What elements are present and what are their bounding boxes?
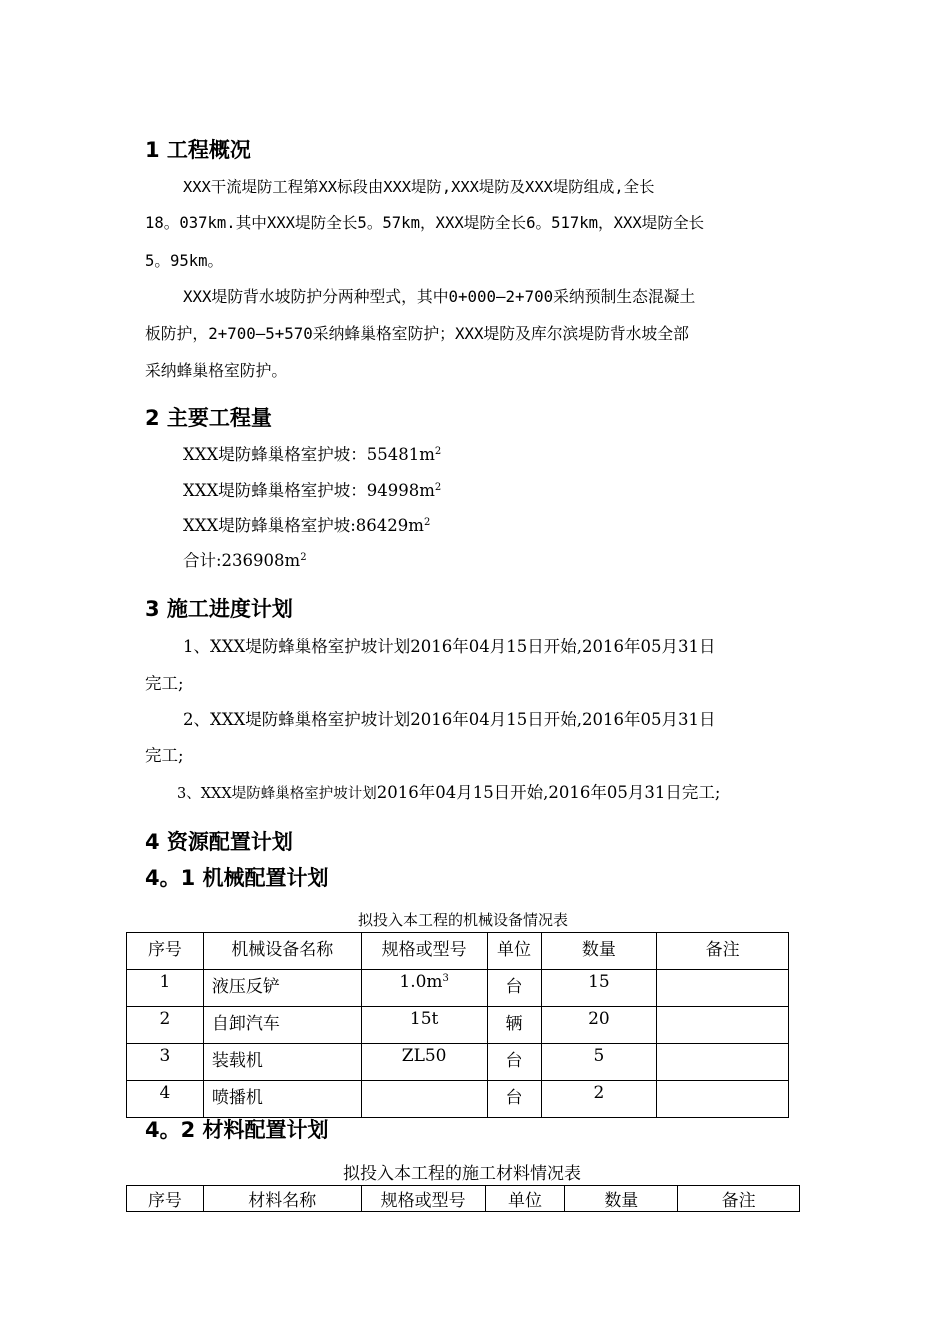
row-note: [657, 1081, 789, 1118]
material-table: [126, 1185, 800, 1212]
material-table-caption: 拟投入本工程的施工材料情况表: [343, 1164, 581, 1184]
row-unit: 台: [487, 1081, 541, 1118]
section-4-2-heading: 4。2 材料配置计划: [145, 1118, 329, 1142]
section-1-para-1-line-2: 18。037km.其中XXX堤防全长5。57km，XXX堤防全长6。517km，XXX堤防全长: [145, 214, 705, 232]
row-name: 喷播机: [203, 1081, 361, 1118]
row-qty: 20: [541, 1007, 657, 1044]
row-spec: $1.0m^3$: [361, 970, 487, 1007]
row-name: 自卸汽车: [203, 1007, 361, 1044]
table-row: [127, 1081, 789, 1118]
row-unit: 台: [487, 970, 541, 1007]
row-no: 3: [127, 1044, 204, 1081]
header-cell: 备注: [657, 933, 789, 970]
header-cell: 单位: [485, 1186, 565, 1212]
section-1-heading: 1 工程概况: [145, 138, 251, 162]
row-name: 液压反铲: [203, 970, 361, 1007]
schedule-item-3: 3、XXX堤防蜂巢格室护坡计划2016年04月15日开始,2016年05月31日完工;: [177, 783, 721, 802]
header-cell: 备注: [678, 1186, 800, 1212]
row-note: [657, 1044, 789, 1081]
row-qty: 5: [541, 1044, 657, 1081]
table-row: [127, 970, 789, 1007]
schedule-item-1-line-1: 1、XXX堤防蜂巢格室护坡计划2016年04月15日开始,2016年05月31日: [183, 637, 716, 656]
header-cell: 机械设备名称: [203, 933, 361, 970]
material-table-header: [127, 1186, 800, 1212]
quantity-total: 合计$:236908m^2$: [183, 551, 307, 570]
section-4-heading: 4 资源配置计划: [145, 830, 293, 854]
row-no: 4: [127, 1081, 204, 1118]
table-row: [127, 1007, 789, 1044]
section-2-heading: 2 主要工程量: [145, 406, 272, 430]
header-cell: 规格或型号: [361, 933, 487, 970]
quantity-item-1: XXX堤防蜂巢格室护坡：$55481m^2$: [183, 445, 442, 464]
row-spec: 15t: [361, 1007, 487, 1044]
row-note: [657, 970, 789, 1007]
header-cell: 数量: [565, 1186, 678, 1212]
row-spec: [361, 1081, 487, 1118]
quantity-item-2: XXX堤防蜂巢格室护坡：$94998m^2$: [183, 481, 442, 500]
row-unit: 辆: [487, 1007, 541, 1044]
section-4-1-heading: 4。1 机械配置计划: [145, 866, 329, 890]
row-qty: 15: [541, 970, 657, 1007]
row-spec: ZL50: [361, 1044, 487, 1081]
schedule-item-2-line-2: 完工;: [145, 746, 184, 765]
row-no: 1: [127, 970, 204, 1007]
section-1-para-2-line-1: XXX堤防背水坡防护分两种型式，其中0+000—2+700采纳预制生态混凝土: [183, 287, 696, 306]
section-1-para-2-line-3: 采纳蜂巢格室防护。: [145, 361, 288, 380]
schedule-item-1-line-2: 完工;: [145, 674, 184, 693]
header-cell: 单位: [487, 933, 541, 970]
section-1-para-1-line-1: XXX干流堤防工程第XX标段由XXX堤防,XXX堤防及XXX堤防组成,全长: [183, 178, 655, 196]
header-cell: 序号: [127, 1186, 204, 1212]
header-cell: 数量: [541, 933, 657, 970]
schedule-item-2-line-1: 2、XXX堤防蜂巢格室护坡计划2016年04月15日开始,2016年05月31日: [183, 710, 716, 729]
machine-table-header: [127, 933, 789, 970]
row-note: [657, 1007, 789, 1044]
header-cell: 规格或型号: [361, 1186, 485, 1212]
quantity-item-3: XXX堤防蜂巢格室护坡$:86429m^2$: [183, 516, 431, 535]
row-name: 装载机: [203, 1044, 361, 1081]
section-1-para-1-line-3: 5。95km。: [145, 252, 224, 270]
row-no: 2: [127, 1007, 204, 1044]
header-cell: 序号: [127, 933, 204, 970]
section-1-para-2-line-2: 板防护，2+700—5+570采纳蜂巢格室防护；XXX堤防及库尔滨堤防背水坡全部: [145, 324, 689, 343]
row-unit: 台: [487, 1044, 541, 1081]
table-row: [127, 1044, 789, 1081]
section-3-heading: 3 施工进度计划: [145, 597, 293, 621]
machine-table-caption: 拟投入本工程的机械设备情况表: [358, 911, 569, 929]
machine-table: [126, 932, 789, 1118]
header-cell: 材料名称: [203, 1186, 361, 1212]
row-qty: 2: [541, 1081, 657, 1118]
